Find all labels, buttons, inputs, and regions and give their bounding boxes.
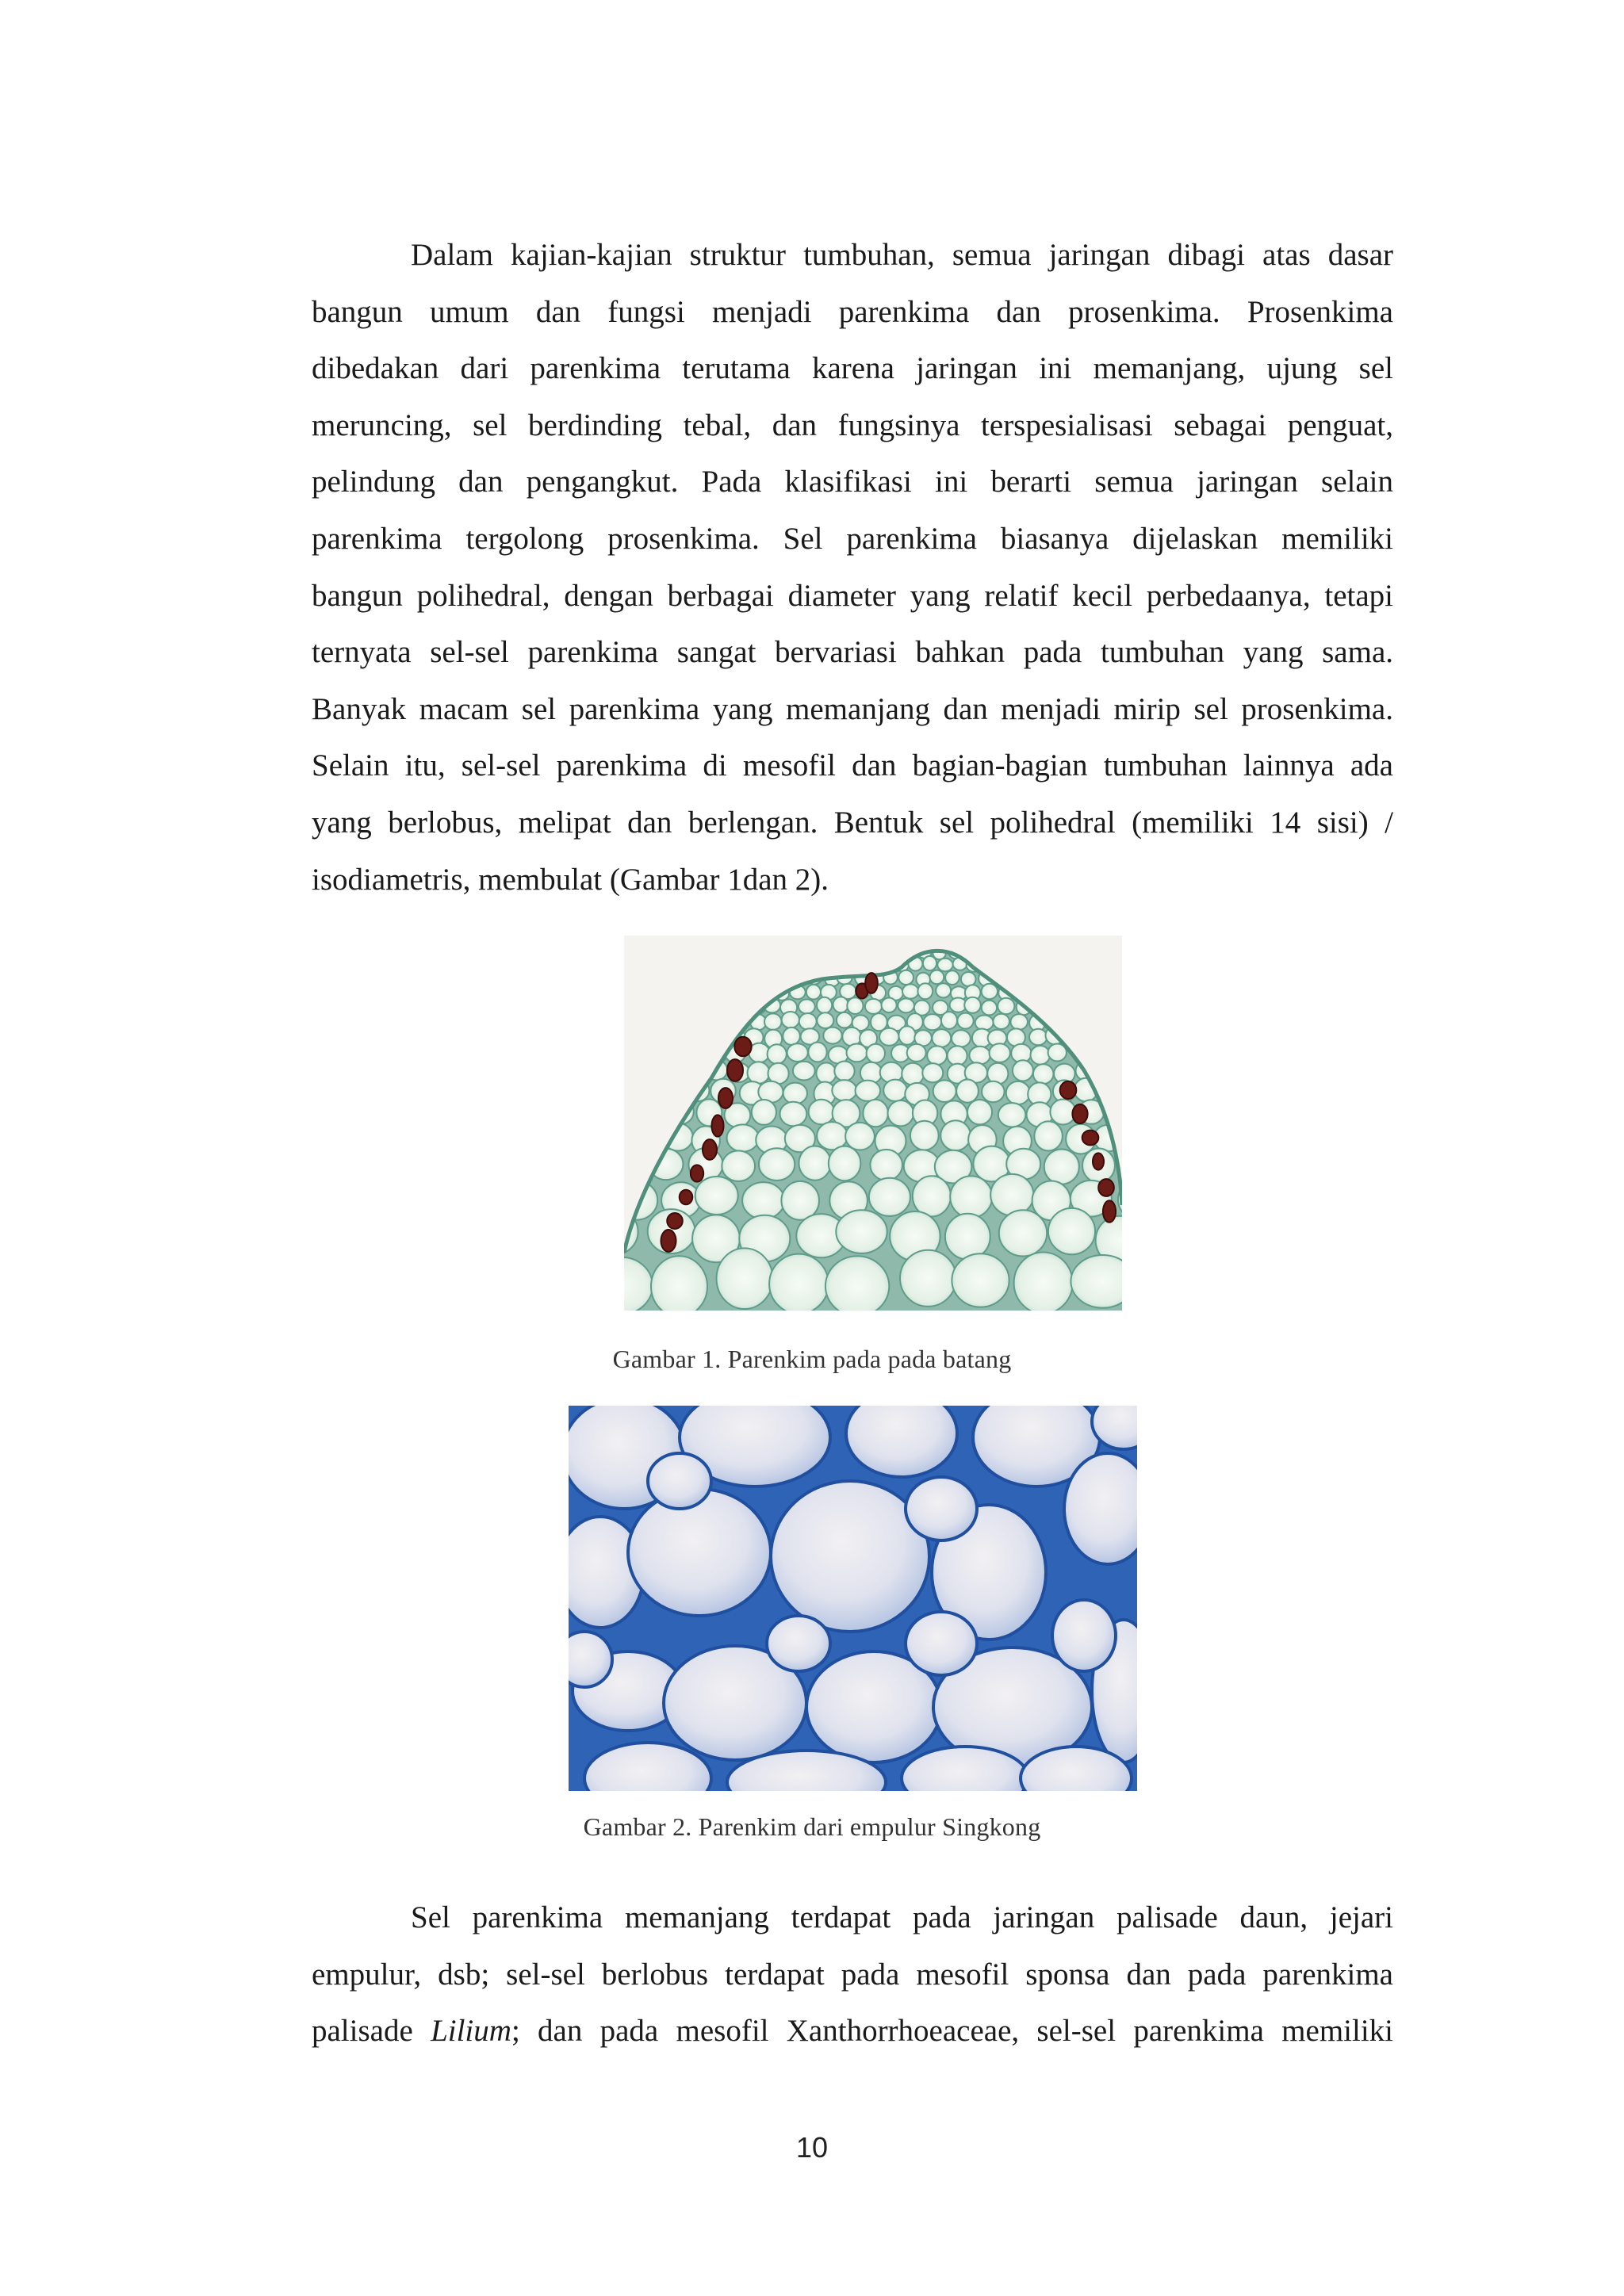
parenchyma-cell [787, 1043, 808, 1062]
paragraph-1-line: Banyak macam sel parenkima yang memanjang dan menjadi mirip sel prosenkima. [312, 691, 1393, 726]
stained-cell [703, 1139, 717, 1160]
parenchyma-cell [961, 972, 976, 986]
parenchyma-cell [923, 956, 936, 970]
parenchyma-cell [717, 1248, 773, 1309]
parenchyma-cell [863, 1100, 888, 1127]
stained-cell [865, 973, 878, 993]
parenchyma-cell [888, 1100, 914, 1126]
parenchyma-cell [1031, 1046, 1051, 1065]
parenchyma-cell [856, 1081, 881, 1101]
parenchyma-cell [847, 1044, 868, 1062]
parenchyma-cell [898, 998, 914, 1012]
parenchyma-cell [941, 1012, 957, 1029]
stained-cell [661, 1230, 676, 1252]
parenchyma-cell [695, 1177, 738, 1215]
parenchyma-cell [808, 1043, 826, 1062]
stained-cell [1082, 1131, 1099, 1146]
paragraph-1-line: isodiametris, membulat (Gambar 1dan 2). [312, 862, 829, 897]
parenchyma-cell [982, 1001, 997, 1016]
parenchyma-cell [870, 1150, 902, 1181]
parenchyma-cell [865, 999, 882, 1014]
pith-cell [648, 1453, 711, 1509]
parenchyma-cell [847, 997, 863, 1014]
parenchyma-cell [936, 983, 951, 997]
paragraph-2-line: Sel parenkima memanjang terdapat pada jaringan palisade daun, jejari [411, 1900, 1393, 1934]
italic-genus-name: Lilium [431, 2014, 511, 2049]
parenchyma-cell [823, 1027, 841, 1044]
parenchyma-cell [1034, 1121, 1063, 1150]
parenchyma-cell [752, 1100, 776, 1125]
parenchyma-cell [1014, 1253, 1073, 1311]
stained-cell [680, 1190, 693, 1205]
parenchyma-cell [783, 1027, 800, 1045]
parenchyma-cell [910, 1121, 939, 1150]
parenchyma-cell [1010, 1014, 1028, 1030]
pith-cell [906, 1477, 977, 1540]
stained-cell [691, 1165, 703, 1181]
pith-cell [767, 1616, 830, 1671]
parenchyma-cell [967, 1100, 992, 1124]
pith-cell [846, 1406, 957, 1477]
parenchyma-cell [769, 1254, 829, 1311]
parenchyma-cell [651, 1256, 707, 1311]
paragraph-2 [312, 1889, 1393, 2060]
parenchyma-cell [1048, 1208, 1095, 1254]
parenchyma-cell [993, 1014, 1009, 1029]
stained-cell [727, 1059, 743, 1081]
stained-cell [712, 1115, 724, 1136]
parenchyma-cell [768, 1044, 787, 1064]
stained-cell [1103, 1200, 1116, 1222]
paragraph-1-line: Dalam kajian-kajian struktur tumbuhan, semua jaringan dibagi atas dasar [411, 238, 1393, 272]
parenchyma-cell [898, 970, 914, 985]
parenchyma-cell [836, 1210, 887, 1253]
parenchyma-cell [780, 1102, 807, 1127]
paragraph-1-line: bangun umum dan fungsi menjadi parenkima dan prosenkima. Prosenkima [312, 294, 1393, 329]
parenchyma-cell [945, 1214, 990, 1260]
parenchyma-cell [950, 1176, 992, 1218]
parenchyma-cell [937, 959, 952, 971]
figure-2-micrograph [569, 1406, 1137, 1791]
parenchyma-cell [922, 1063, 943, 1082]
paragraph-1-line: yang berlobus, melipat dan berlengan. Bentuk sel polihedral (memiliki 14 sisi) / [312, 805, 1393, 840]
parenchyma-cell [957, 1013, 973, 1029]
figure-1-micrograph [624, 936, 1122, 1311]
parenchyma-cell [833, 997, 848, 1012]
parenchyma-cell [742, 1182, 784, 1219]
parenchyma-cell [1033, 1064, 1054, 1084]
parenchyma-cell [817, 1012, 833, 1028]
parenchyma-cell [782, 1012, 799, 1028]
parenchyma-cell [759, 1148, 795, 1181]
paragraph-1-line: parenkima tergolong prosenkima. Sel parenkima biasanya dijelaskan memiliki [312, 521, 1393, 556]
parenchyma-cell [869, 1178, 910, 1216]
page-number: 10 [795, 2131, 829, 2164]
parenchyma-cell [933, 1080, 956, 1102]
parenchyma-cell [879, 1028, 898, 1046]
parenchyma-cell [806, 985, 821, 1000]
parenchyma-cell [1013, 1060, 1033, 1081]
paragraph-1-line: ternyata sel-sel parenkima sangat bervariasi bahkan pada tumbuhan yang sama. [312, 635, 1393, 670]
parenchyma-cell [825, 1256, 889, 1311]
parenchyma-cell [999, 1210, 1047, 1256]
paragraph-1-line: dibedakan dari parenkima terutama karena jaringan ini memanjang, ujung sel [312, 351, 1393, 386]
parenchyma-cell [882, 998, 897, 1013]
parenchyma-cell [783, 1083, 807, 1104]
parenchyma-cell [975, 1016, 994, 1031]
parenchyma-cell [793, 1062, 815, 1081]
parenchyma-cell [923, 1014, 941, 1030]
pith-cell [1064, 1453, 1137, 1564]
parenchyma-cell [982, 1081, 1005, 1102]
paragraph-1-line: bangun polihedral, dengan berbagai diameter yang relatif kecil perbedaanya, tetapi [312, 578, 1393, 613]
parenchyma-cell [834, 1062, 854, 1081]
stained-cell [734, 1037, 751, 1057]
parenchyma-cell [799, 999, 815, 1013]
parenchyma-cell [930, 970, 944, 985]
paragraph-1-line: meruncing, sel berdinding tebal, dan fungsinya terspesialisasi sebagai penguat, [312, 408, 1393, 442]
parenchyma-cell [837, 1012, 852, 1028]
paragraph-2-text: palisade [312, 2014, 431, 2049]
parenchyma-cell [883, 1080, 907, 1101]
parenchyma-cell [832, 1080, 856, 1101]
parenchyma-cell [799, 1146, 830, 1181]
parenchyma-cell [898, 1026, 915, 1044]
parenchyma-cell [990, 1043, 1010, 1062]
parenchyma-cell [902, 1063, 924, 1085]
parenchyma-cell [764, 1013, 782, 1030]
parenchyma-cell [990, 1174, 1033, 1215]
parenchyma-cell [1006, 1081, 1030, 1104]
stained-cell [1098, 1179, 1114, 1196]
parenchyma-cell [913, 1176, 951, 1216]
parenchyma-cell [969, 1047, 990, 1065]
parenchyma-cell [948, 1046, 967, 1066]
parenchyma-cell [867, 1044, 885, 1063]
figure-2-caption: Gambar 2. Parenkim dari empulur Singkong [583, 1812, 1041, 1841]
pith-cell [628, 1489, 771, 1616]
parenchyma-cell [945, 970, 959, 985]
stained-cell [718, 1088, 733, 1108]
parenchyma-cell [816, 1062, 836, 1083]
parenchyma-cell [1029, 1029, 1047, 1046]
parenchyma-cell [748, 1062, 770, 1084]
paragraph-2-text: ; dan pada mesofil Xanthorrhoeaceae, sel-sel parenkima memiliki [511, 2014, 1394, 2049]
pith-cell [1052, 1600, 1116, 1671]
parenchyma-cell [917, 983, 933, 999]
parenchyma-cell [998, 1103, 1026, 1127]
pith-cell [569, 1632, 612, 1687]
paragraph-2-line [312, 2003, 1393, 2060]
paragraph-1-line: Selain itu, sel-sel parenkima di mesofil dan bagian-bagian tumbuhan lainnya ada [312, 748, 1393, 783]
parenchyma-cell [829, 1146, 861, 1181]
parenchyma-cell [907, 1044, 926, 1062]
stained-cell [1060, 1081, 1077, 1099]
parenchyma-cell [817, 997, 832, 1013]
pith-cell [906, 1612, 977, 1675]
stained-cell [1093, 1153, 1104, 1169]
parenchyma-cell [799, 1013, 817, 1030]
parenchyma-cell [900, 1250, 956, 1307]
parenchyma-cell [727, 1124, 759, 1151]
parenchyma-cell [940, 1120, 971, 1150]
parenchyma-cell [998, 998, 1014, 1014]
parenchyma-cell [1044, 1150, 1079, 1184]
parenchyma-cell [845, 1123, 875, 1150]
stained-cell [667, 1213, 683, 1229]
parenchyma-cell [927, 1046, 947, 1065]
paragraph-2-line: empulur, dsb; sel-sel berlobus terdapat pada mesofil sponsa dan pada parenkima [312, 1957, 1393, 1992]
parenchyma-cell [952, 1253, 1009, 1307]
parenchyma-cell [902, 984, 918, 998]
parenchyma-cell [932, 1029, 951, 1047]
parenchyma-cell [722, 1150, 755, 1181]
parenchyma-cell [809, 1100, 834, 1125]
parenchyma-cell [952, 1030, 971, 1047]
parenchyma-cell [956, 1080, 979, 1103]
figure-1-caption: Gambar 1. Parenkim pada pada batang [612, 1345, 1012, 1373]
stained-cell [1072, 1104, 1087, 1123]
parenchyma-cell [964, 997, 981, 1013]
paragraph-1 [312, 227, 1393, 908]
paragraph-1-line: pelindung dan pengangkut. Pada klasifikasi ini berarti semua jaringan selain [312, 465, 1393, 499]
